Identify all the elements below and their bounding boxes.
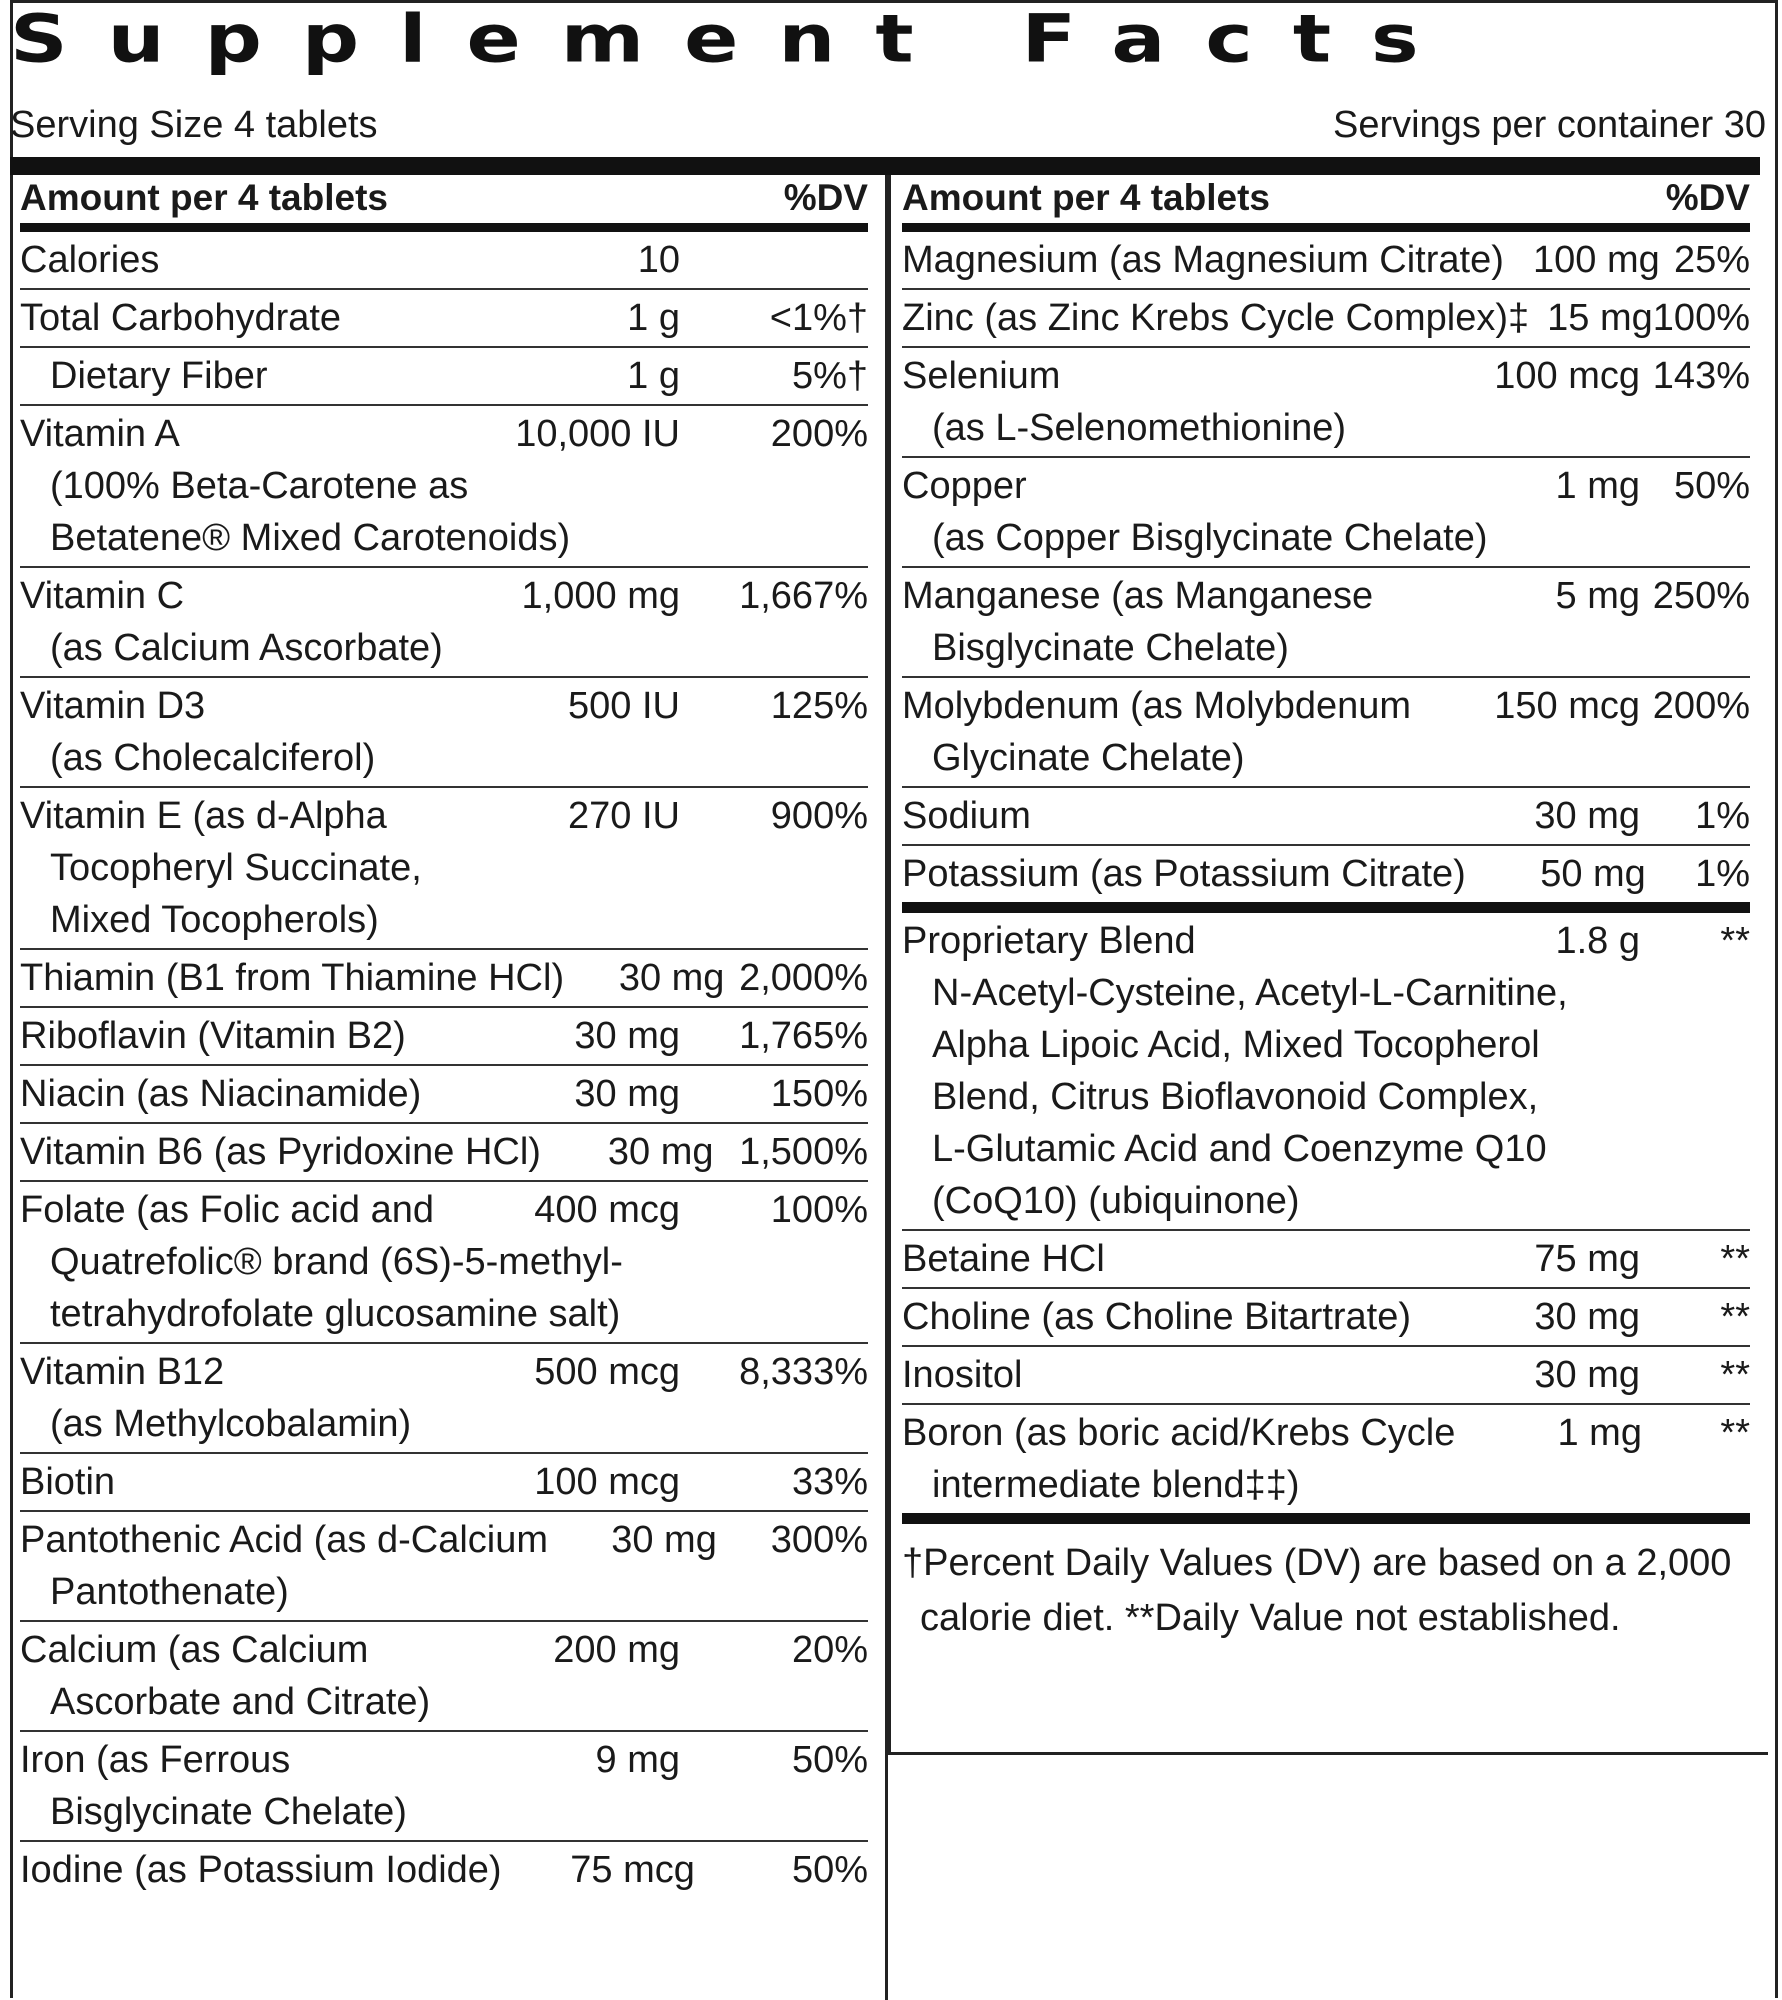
nutrient-name: Pantothenic Acid (as d-Calcium [20, 1519, 549, 1561]
nutrient-main-line [20, 1622, 868, 1678]
nutrient-amount: 75 mcg [570, 1849, 695, 1891]
nutrient-amount: 1,000 mg [521, 575, 680, 617]
nutrient-main-line [20, 568, 868, 624]
nutrient-daily-value: 50% [1673, 465, 1750, 507]
nutrient-row [20, 1124, 868, 1182]
nutrient-daily-value: 5%† [791, 355, 868, 397]
nutrient-source-detail: (as Calcium Ascorbate) [50, 627, 443, 669]
nutrient-name: Betaine HCl [902, 1238, 1105, 1280]
nutrient-daily-value: 1,765% [739, 1015, 868, 1057]
nutrient-row [20, 1454, 868, 1512]
nutrient-daily-value: 250% [1652, 575, 1750, 617]
nutrient-main-line [902, 913, 1750, 969]
nutrient-name: Folate (as Folic acid and [20, 1189, 434, 1231]
nutrient-main-line [20, 950, 868, 1006]
nutrient-main-line [20, 406, 868, 462]
nutrient-name: Niacin (as Niacinamide) [20, 1073, 422, 1115]
nutrient-amount: 1 g [627, 355, 680, 397]
nutrient-daily-value: 8,333% [739, 1351, 868, 1393]
nutrient-amount: 100 mcg [534, 1461, 680, 1503]
nutrient-name: Calories [20, 239, 160, 281]
nutrient-row [20, 568, 868, 678]
nutrient-row [902, 568, 1750, 678]
nutrient-daily-value: 100% [770, 1189, 868, 1231]
nutrient-daily-value: 150% [770, 1073, 868, 1115]
nutrient-name: Vitamin E (as d-Alpha [20, 795, 387, 837]
servings-per-container: Servings per container 30 [1332, 104, 1766, 146]
nutrient-main-line [902, 348, 1750, 404]
nutrient-amount: 30 mg [1534, 795, 1640, 837]
nutrient-daily-value: 1% [1695, 795, 1750, 837]
nutrient-main-line [902, 1405, 1750, 1461]
nutrient-daily-value: 143% [1652, 355, 1750, 397]
nutrient-name: Vitamin D3 [20, 685, 206, 727]
panel-title: Supplement Facts [10, 0, 1459, 77]
nutrient-source-detail: Bisglycinate Chelate) [50, 1791, 407, 1833]
nutrient-amount: 30 mg [611, 1519, 717, 1561]
nutrient-row [20, 290, 868, 348]
nutrient-amount: 200 mg [553, 1629, 680, 1671]
nutrient-source-detail: N-Acetyl-Cysteine, Acetyl-L-Carnitine, [932, 972, 1568, 1014]
nutrient-amount: 30 mg [1534, 1296, 1640, 1338]
nutrient-row [902, 1405, 1750, 1524]
nutrient-row [902, 348, 1750, 458]
nutrient-daily-value: ** [1720, 920, 1750, 962]
nutrient-row [20, 1512, 868, 1622]
nutrient-name: Vitamin B12 [20, 1351, 225, 1393]
nutrient-source-detail: (as Cholecalciferol) [50, 737, 376, 779]
nutrient-main-line [20, 1454, 868, 1510]
nutrient-row [902, 788, 1750, 846]
nutrient-amount: 1 mg [1557, 1412, 1642, 1454]
nutrient-amount: 30 mg [607, 1131, 714, 1173]
nutrient-name: Sodium [902, 795, 1031, 837]
nutrient-row [20, 950, 868, 1008]
nutrient-name: Vitamin B6 (as Pyridoxine HCl) [20, 1131, 541, 1173]
nutrient-source-detail: Mixed Tocopherols) [50, 899, 379, 941]
nutrient-name: Thiamin (B1 from Thiamine HCl) [20, 957, 565, 999]
nutrient-main-line [20, 788, 868, 844]
nutrient-amount: 400 mcg [534, 1189, 680, 1231]
nutrient-source-detail: Pantothenate) [50, 1571, 289, 1613]
nutrient-daily-value: 1,667% [739, 575, 868, 617]
nutrient-daily-value: ** [1720, 1354, 1750, 1396]
nutrient-name: Manganese (as Manganese [902, 575, 1374, 617]
nutrient-amount: 30 mg [618, 957, 725, 999]
nutrient-main-line [20, 348, 868, 404]
nutrient-name: Total Carbohydrate [20, 297, 342, 339]
nutrient-amount: 1 g [627, 297, 680, 339]
nutrient-row [20, 1344, 868, 1454]
nutrient-daily-value: 2,000% [739, 957, 868, 999]
nutrient-amount: 30 mg [574, 1015, 680, 1057]
nutrient-main-line [20, 1124, 868, 1180]
nutrient-daily-value: ** [1720, 1238, 1750, 1280]
nutrient-name: Inositol [902, 1354, 1023, 1396]
nutrient-amount: 100 mg [1533, 239, 1660, 281]
nutrient-daily-value [680, 232, 868, 288]
nutrient-main-line [902, 290, 1750, 346]
nutrient-daily-value: <1%† [769, 297, 868, 339]
nutrient-name: Riboflavin (Vitamin B2) [20, 1015, 406, 1057]
nutrient-source-detail: (as L-Selenomethionine) [932, 407, 1347, 449]
nutrient-main-line [20, 1008, 868, 1064]
serving-size: Serving Size 4 tablets [10, 104, 378, 146]
nutrient-main-line [902, 232, 1750, 288]
nutrient-main-line [20, 1842, 868, 1898]
nutrient-name: Molybdenum (as Molybdenum [902, 685, 1412, 727]
nutrient-main-line [902, 458, 1750, 514]
nutrient-amount: 15 mg [1547, 297, 1653, 339]
nutrient-source-detail: Tocopheryl Succinate, [50, 847, 422, 889]
nutrient-name: Iron (as Ferrous [20, 1739, 291, 1781]
nutrient-main-line [20, 1732, 868, 1788]
nutrient-source-detail: Blend, Citrus Bioflavonoid Complex, [932, 1076, 1539, 1118]
nutrient-main-line [902, 568, 1750, 624]
nutrient-name: Boron (as boric acid/Krebs Cycle [902, 1412, 1456, 1454]
nutrient-main-line [902, 788, 1750, 844]
nutrient-amount: 30 mg [574, 1073, 680, 1115]
nutrient-daily-value: 50% [791, 1849, 868, 1891]
nutrient-row [20, 1008, 868, 1066]
nutrient-amount: 270 IU [568, 795, 680, 837]
nutrient-name: Magnesium (as Magnesium Citrate) [902, 239, 1504, 281]
nutrient-source-detail: L-Glutamic Acid and Coenzyme Q10 [932, 1128, 1547, 1170]
nutrient-source-detail: Ascorbate and Citrate) [50, 1681, 431, 1723]
nutrient-name: Iodine (as Potassium Iodide) [20, 1849, 502, 1891]
nutrient-daily-value: ** [1720, 1296, 1750, 1338]
nutrient-main-line [902, 846, 1750, 902]
daily-value-heading: %DV [1665, 177, 1750, 218]
footnote-line: calorie diet. **Daily Value not established. [920, 1597, 1621, 1639]
nutrient-row [902, 1347, 1750, 1405]
nutrient-main-line [20, 290, 868, 346]
nutrient-daily-value: 900% [770, 795, 868, 837]
nutrient-row [902, 846, 1750, 913]
nutrient-amount: 50 mg [1540, 853, 1646, 895]
nutrient-amount: 75 mg [1534, 1238, 1640, 1280]
nutrient-name: Calcium (as Calcium [20, 1629, 369, 1671]
nutrient-source-detail: Quatrefolic® brand (6S)-5-methyl- [50, 1241, 623, 1283]
nutrient-name: Dietary Fiber [50, 355, 268, 397]
nutrient-daily-value: 200% [1652, 685, 1750, 727]
nutrient-daily-value: 1,500% [739, 1131, 868, 1173]
nutrient-name: Vitamin C [20, 575, 185, 617]
nutrient-row [902, 678, 1750, 788]
nutrient-source-detail: Alpha Lipoic Acid, Mixed Tocopherol [932, 1024, 1540, 1066]
nutrient-name: Selenium [902, 355, 1061, 397]
nutrient-row [20, 232, 868, 290]
nutrient-main-line [20, 1512, 868, 1568]
nutrient-source-detail: Betatene® Mixed Carotenoids) [50, 517, 571, 559]
nutrient-amount: 9 mg [595, 1739, 680, 1781]
nutrient-main-line [20, 1066, 868, 1122]
nutrient-row [902, 913, 1750, 1231]
amount-per-serving-heading: Amount per 4 tablets [902, 177, 1270, 218]
nutrient-row [902, 1289, 1750, 1347]
nutrient-main-line [20, 1182, 868, 1238]
nutrient-name: Potassium (as Potassium Citrate) [902, 853, 1466, 895]
nutrient-amount: 1 mg [1555, 465, 1640, 507]
nutrient-row [20, 1622, 868, 1732]
nutrient-row [902, 232, 1750, 290]
nutrient-source-detail: intermediate blend‡‡) [932, 1464, 1300, 1506]
footnote-line: †Percent Daily Values (DV) are based on a 2,000 [902, 1542, 1732, 1584]
nutrient-name: Choline (as Choline Bitartrate) [902, 1296, 1412, 1338]
nutrient-daily-value: 100% [1652, 297, 1750, 339]
nutrient-daily-value: 125% [770, 685, 868, 727]
nutrient-source-detail: (as Copper Bisglycinate Chelate) [932, 517, 1488, 559]
nutrient-daily-value: 1% [1695, 853, 1750, 895]
nutrient-row [20, 1732, 868, 1842]
nutrient-main-line [902, 678, 1750, 734]
nutrient-source-detail: tetrahydrofolate glucosamine salt) [50, 1293, 621, 1335]
nutrient-row [902, 1231, 1750, 1289]
left-nutrient-column [20, 177, 868, 1898]
nutrient-main-line [20, 678, 868, 734]
nutrient-source-detail: Glycinate Chelate) [932, 737, 1245, 779]
nutrient-amount: 10 [637, 239, 680, 281]
right-nutrient-column [902, 177, 1750, 1646]
daily-value-heading: %DV [783, 177, 868, 218]
nutrient-amount: 10,000 IU [515, 413, 680, 455]
nutrient-daily-value: 25% [1673, 239, 1750, 281]
nutrient-row [902, 290, 1750, 348]
nutrient-main-line [20, 1344, 868, 1400]
nutrient-amount: 1.8 g [1555, 920, 1640, 962]
nutrient-name: Vitamin A [20, 413, 180, 455]
nutrient-daily-value: 200% [770, 413, 868, 455]
nutrient-row [20, 348, 868, 406]
nutrient-name: Biotin [20, 1461, 116, 1503]
nutrient-source-detail: (as Methylcobalamin) [50, 1403, 412, 1445]
nutrient-row [902, 458, 1750, 568]
nutrient-name: Copper [902, 465, 1027, 507]
nutrient-main-line [902, 1231, 1750, 1287]
nutrient-amount: 100 mcg [1494, 355, 1640, 397]
nutrient-row [20, 1842, 868, 1898]
footnote [902, 1536, 1750, 1646]
left-column-header [20, 177, 868, 232]
nutrient-row [20, 788, 868, 950]
nutrient-amount: 30 mg [1534, 1354, 1640, 1396]
nutrient-row [20, 678, 868, 788]
nutrient-main-line [902, 1289, 1750, 1345]
nutrient-daily-value: ** [1720, 1412, 1750, 1454]
amount-per-serving-heading: Amount per 4 tablets [20, 177, 388, 218]
nutrient-row [20, 1066, 868, 1124]
left-nutrient-rows [20, 232, 868, 1898]
nutrient-daily-value: 50% [791, 1739, 868, 1781]
nutrient-source-detail: (CoQ10) (ubiquinone) [932, 1180, 1300, 1222]
right-column-header [902, 177, 1750, 232]
nutrient-main-line [902, 1347, 1750, 1403]
nutrient-daily-value: 300% [770, 1519, 868, 1561]
nutrient-daily-value: 20% [791, 1629, 868, 1671]
right-nutrient-rows [902, 232, 1750, 1524]
nutrient-source-detail: Bisglycinate Chelate) [932, 627, 1289, 669]
nutrient-amount: 150 mcg [1494, 685, 1640, 727]
nutrient-amount: 500 mcg [534, 1351, 680, 1393]
nutrient-row [20, 1182, 868, 1344]
nutrient-name: Proprietary Blend [902, 920, 1196, 962]
nutrient-source-detail: (100% Beta-Carotene as [50, 465, 469, 507]
nutrient-amount: 500 IU [568, 685, 680, 727]
nutrient-name: Zinc (as Zinc Krebs Cycle Complex)‡ [902, 297, 1530, 339]
nutrient-row [20, 406, 868, 568]
nutrient-main-line [20, 232, 868, 288]
nutrient-amount: 5 mg [1555, 575, 1640, 617]
nutrient-daily-value: 33% [791, 1461, 868, 1503]
